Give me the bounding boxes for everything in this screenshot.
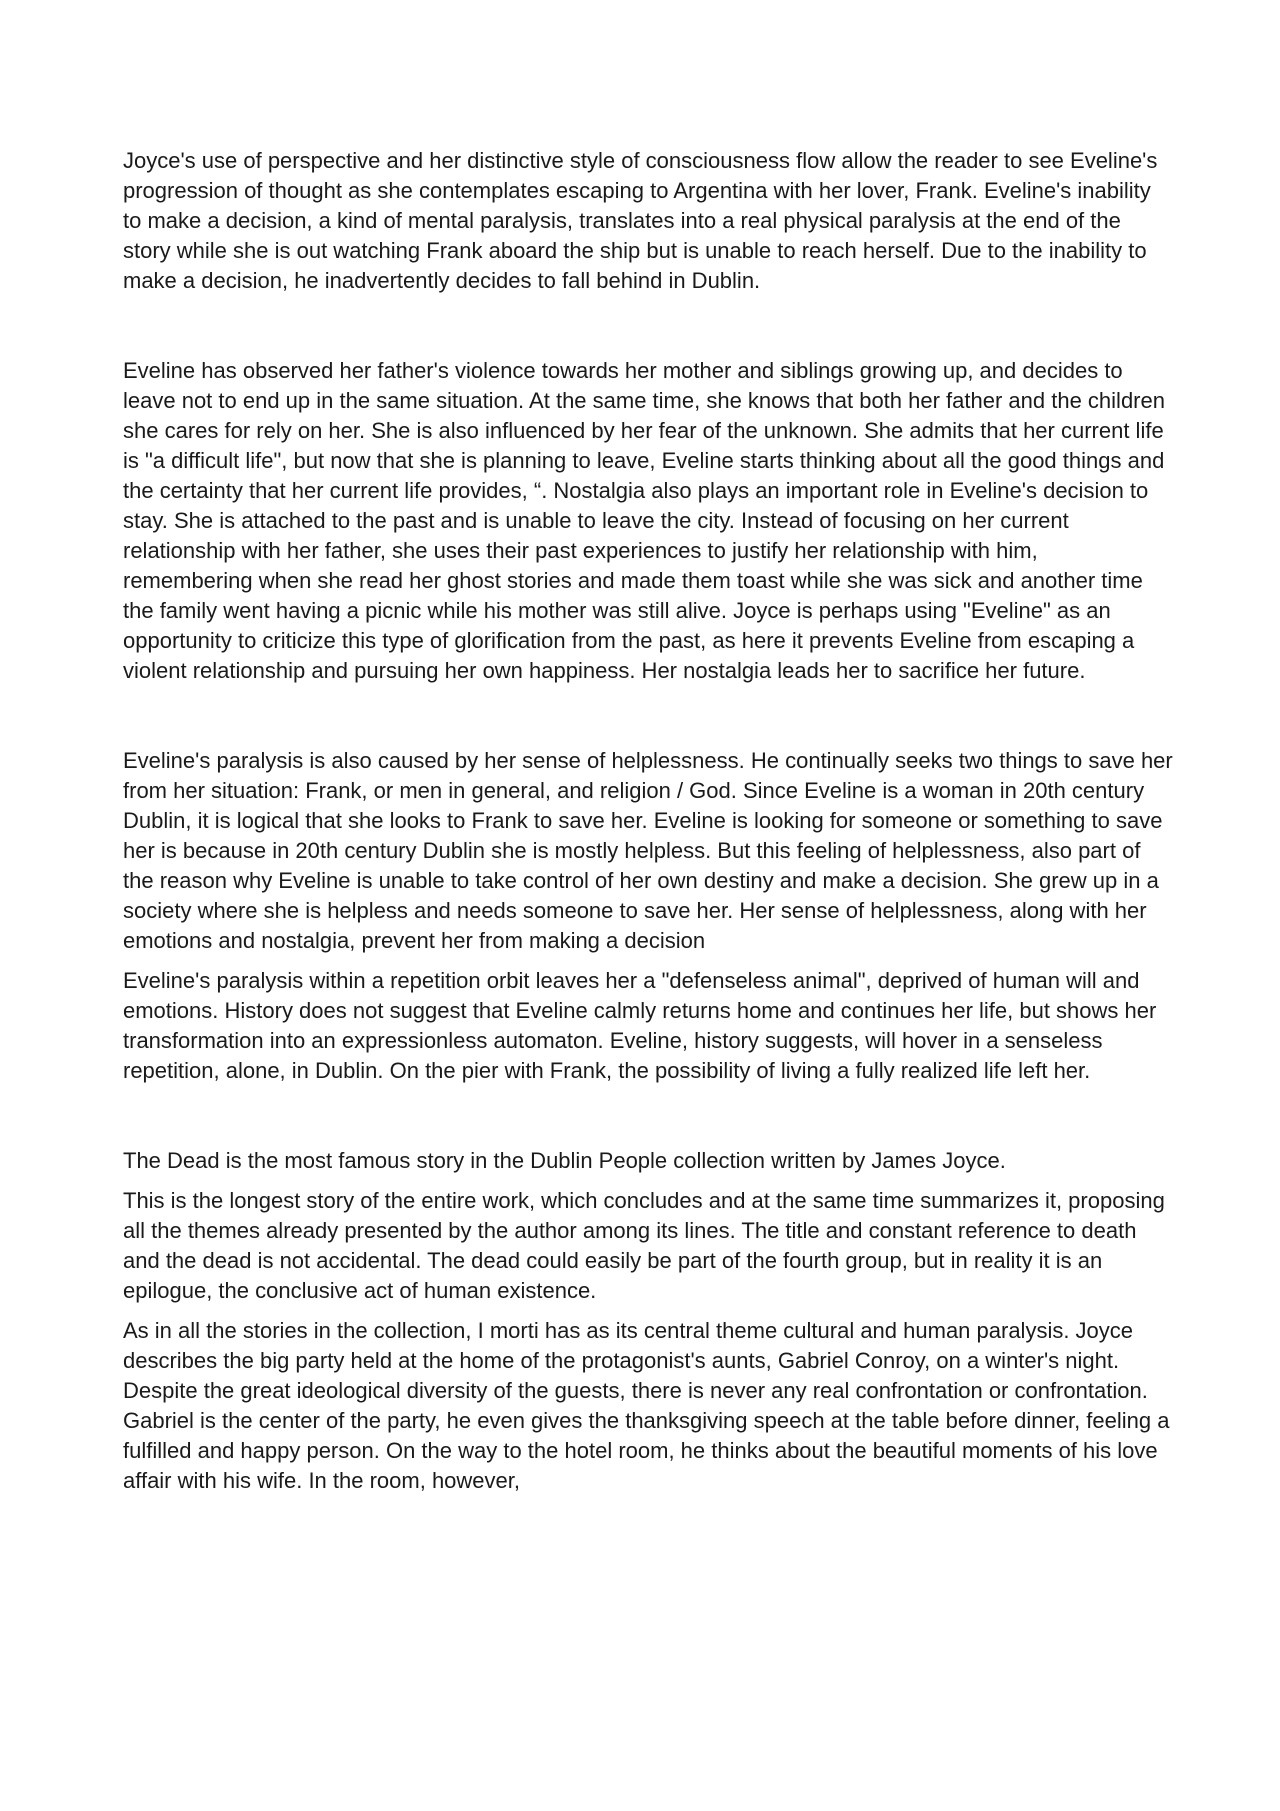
paragraph-joyce-perspective: Joyce's use of perspective and her distinctive style of consciousness flow allow the reader to see Eveline's progression of thought as she contemplates escaping to Argentina with her lover, Frank. Eveline's inability to make a decision, a kind of mental paralysis, translates into a real physical paralysis at the end of the story while she is out watching Frank aboard the ship but is unable to reach herself. Due to the inability to make a decision, he inadvertently decides to fall behind in Dublin. xyxy=(123,148,1158,293)
document-body xyxy=(123,146,1173,1496)
paragraph-the-dead-intro: The Dead is the most famous story in the Dublin People collection written by James Joyce. xyxy=(123,1148,1006,1173)
paragraph-helplessness: Eveline's paralysis is also caused by her sense of helplessness. He continually seeks two things to save her from her situation: Frank, or men in general, and religion / God. Since Eveline is a woman in 20th century Dublin, it is logical that she looks to Frank to save her. Eveline is looking for someone or something to save her is because in 20th century Dublin she is mostly helpless. But this feeling of helplessness, also part of the reason why Eveline is unable to take control of her own destiny and make a decision. She grew up in a society where she is helpless and needs someone to save her. Her sense of helplessness, along with her emotions and nostalgia, prevent her from making a decision xyxy=(123,748,1173,953)
paragraph-paralysis-theme: As in all the stories in the collection, I morti has as its central theme cultural and human paralysis. Joyce describes the big party held at the home of the protagonist's aunts, Gabriel Conroy, on a winter's night. Despite the great ideological diversity of the guests, there is never any real confrontation or confrontation. Gabriel is the center of the party, he even gives the thanksgiving speech at the table before dinner, feeling a fulfilled and happy person. On the way to the hotel room, he thinks about the beautiful moments of his love affair with his wife. In the room, however, xyxy=(123,1318,1170,1493)
paragraph-father-violence: Eveline has observed her father's violence towards her mother and siblings growing up, and decides to leave not to end up in the same situation. At the same time, she knows that both her father and the children she cares for rely on her. She is also influenced by her fear of the unknown. She admits that her current life is "a difficult life", but now that she is planning to leave, Eveline starts thinking about all the good things and the certainty that her current life provides, “. Nostalgia also plays an important role in Eveline's decision to stay. She is attached to the past and is unable to leave the city. Instead of focusing on her current relationship with her father, she uses their past experiences to justify her relationship with him, remembering when she read her ghost stories and made them toast while she was sick and another time the family went having a picnic while his mother was still alive. Joyce is perhaps using "Eveline" as an opportunity to criticize this type of glorification from the past, as here it prevents Eveline from escaping a violent relationship and pursuing her own happiness. Her nostalgia leads her to sacrifice her future. xyxy=(123,358,1165,683)
paragraph-repetition-orbit: Eveline's paralysis within a repetition orbit leaves her a "defenseless animal", deprived of human will and emotions. History does not suggest that Eveline calmly returns home and continues her life, but shows her transformation into an expressionless automaton. Eveline, history suggests, will hover in a senseless repetition, alone, in Dublin. On the pier with Frank, the possibility of living a fully realized life left her. xyxy=(123,968,1157,1083)
paragraph-longest-story: This is the longest story of the entire work, which concludes and at the same time summarizes it, proposing all the themes already presented by the author among its lines. The title and constant reference to death and the dead is not accidental. The dead could easily be part of the fourth group, but in reality it is an epilogue, the conclusive act of human existence. xyxy=(123,1188,1165,1303)
